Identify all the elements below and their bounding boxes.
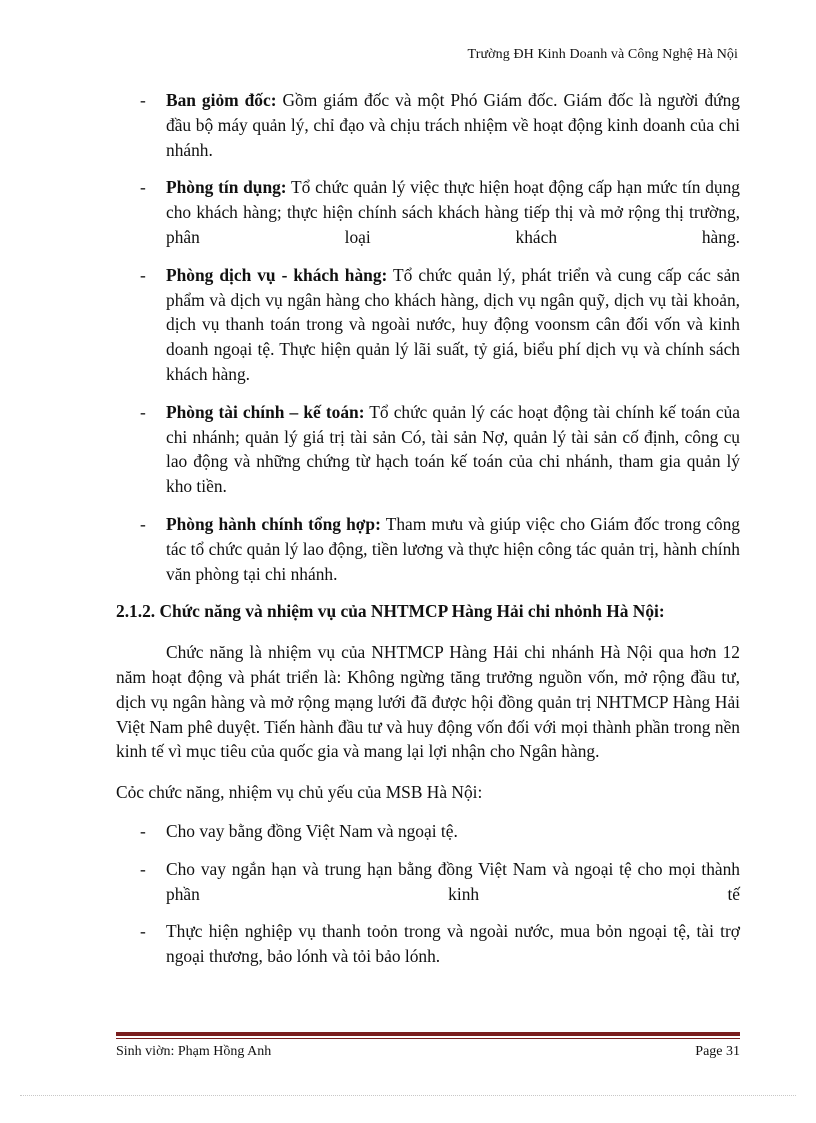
list-item-text bbox=[166, 175, 740, 249]
list-item-text bbox=[166, 512, 740, 586]
page-content bbox=[116, 88, 740, 982]
functions-intro: Cỏc chức năng, nhiệm vụ chủ yếu của MSB Hà Nội: bbox=[116, 782, 483, 803]
bullet-dash: - bbox=[140, 513, 146, 534]
section-heading: 2.1.2. Chức năng và nhiệm vụ của NHTMCP Hàng Hải chi nhỏnh Hà Nội: bbox=[116, 601, 665, 622]
department-list bbox=[116, 88, 740, 586]
functions-list bbox=[116, 819, 740, 969]
department-name: Phòng tín dụng: bbox=[166, 177, 287, 198]
function-text: Cho vay bằng đồng Việt Nam và ngoại tệ. bbox=[166, 820, 458, 841]
list-item bbox=[116, 88, 740, 162]
list-item bbox=[116, 919, 740, 969]
footer-rule-thick bbox=[116, 1032, 740, 1036]
department-desc: Tổ chức quản lý, phát triển và cung cấp các sản phẩm và dịch vụ ngân hàng cho khách hàng, dịch vụ ngân quỹ, dịch vụ tài khoản, dịch vụ thanh toán trong và ngoài nước, huy động voonsm cân đối vốn và kinh doanh ngoại tệ. Thực hiện quản lý lãi suất, tỷ giá, biểu phí dịch vụ và chính sách khách hàng. bbox=[166, 264, 740, 384]
bullet-dash: - bbox=[140, 90, 146, 110]
list-item bbox=[116, 400, 740, 499]
footer-student: Sinh viờn: Phạm Hồng Anh bbox=[116, 1044, 272, 1059]
department-name: Phòng tài chính – kế toán: bbox=[166, 401, 365, 422]
department-desc: Tham mưu và giúp việc cho Giám đốc trong công tác tổ chức quản lý lao động, tiền lương và thực hiện công tác quản trị, hành chính văn phòng tại chi nhánh. bbox=[166, 513, 740, 584]
list-item bbox=[116, 512, 740, 586]
list-item bbox=[116, 857, 740, 907]
bullet-dash: - bbox=[140, 858, 146, 879]
list-item-text bbox=[166, 400, 740, 499]
bullet-dash: - bbox=[140, 401, 146, 422]
bullet-dash: - bbox=[140, 820, 146, 841]
list-item-text bbox=[166, 263, 740, 387]
page-header: Trường ĐH Kinh Doanh và Công Nghệ Hà Nội bbox=[467, 47, 738, 62]
function-text: Cho vay ngắn hạn và trung hạn bằng đồng Việt Nam và ngoại tệ cho mọi thành phần kinh tế bbox=[166, 858, 740, 904]
department-name: Phòng dịch vụ - khách hàng: bbox=[166, 264, 388, 285]
list-item bbox=[116, 175, 740, 249]
bullet-dash: - bbox=[140, 177, 146, 198]
function-text: Thực hiện nghiệp vụ thanh toỏn trong và ngoài nước, mua bỏn ngoại tệ, tài trợ ngoại thương, bảo lónh và tỏi bảo lónh. bbox=[166, 921, 740, 967]
bullet-dash: - bbox=[140, 264, 146, 285]
department-name: Ban giỏm đốc: bbox=[166, 90, 277, 110]
department-desc: Tổ chức quản lý việc thực hiện hoạt động cấp hạn mức tín dụng cho khách hàng; thực hiện chính sách khách hàng tiếp thị và mở rộng thị trường, phân loại khách hàng. bbox=[166, 177, 740, 247]
list-item-text bbox=[166, 88, 740, 162]
footer-rule-thin bbox=[116, 1038, 740, 1039]
intro-paragraph: Chức năng là nhiệm vụ của NHTMCP Hàng Hải chi nhánh Hà Nội qua hơn 12 năm hoạt động và phát triển là: Không ngừng tăng trưởng nguồn vốn, mở rộng đầu tư, dịch vụ ngân hàng và mở rộng mạng lưới đã được hội đồng quản trị NHTMCP Hàng Hải Việt Nam phê duyệt. Tiến hành đầu tư và huy động vốn đối với mọi thành phần trong nền kinh tế vì mục tiêu của quốc gia và mang lại lợi nhận cho Ngân hàng. bbox=[116, 642, 740, 762]
page-break-dots bbox=[20, 1095, 796, 1096]
list-item bbox=[116, 263, 740, 387]
list-item bbox=[116, 819, 740, 844]
department-desc: Gồm giám đốc và một Phó Giám đốc. Giám đốc là người đứng đầu bộ máy quản lý, chỉ đạo và chịu trách nhiệm về hoạt động kinh doanh của chi nhánh. bbox=[166, 90, 740, 160]
bullet-dash: - bbox=[140, 921, 146, 942]
department-desc: Tổ chức quản lý các hoạt động tài chính kế toán của chi nhánh; quản lý giá trị tài sản Có, tài sản Nợ, quản lý tài sản cố định, công cụ lao động và những chứng từ hạch toán kế toán của chi nhánh, tham gia quản lý kho tiền. bbox=[166, 401, 740, 497]
department-name: Phòng hành chính tổng hợp: bbox=[166, 513, 381, 534]
footer-page-number: Page 31 bbox=[695, 1044, 740, 1059]
